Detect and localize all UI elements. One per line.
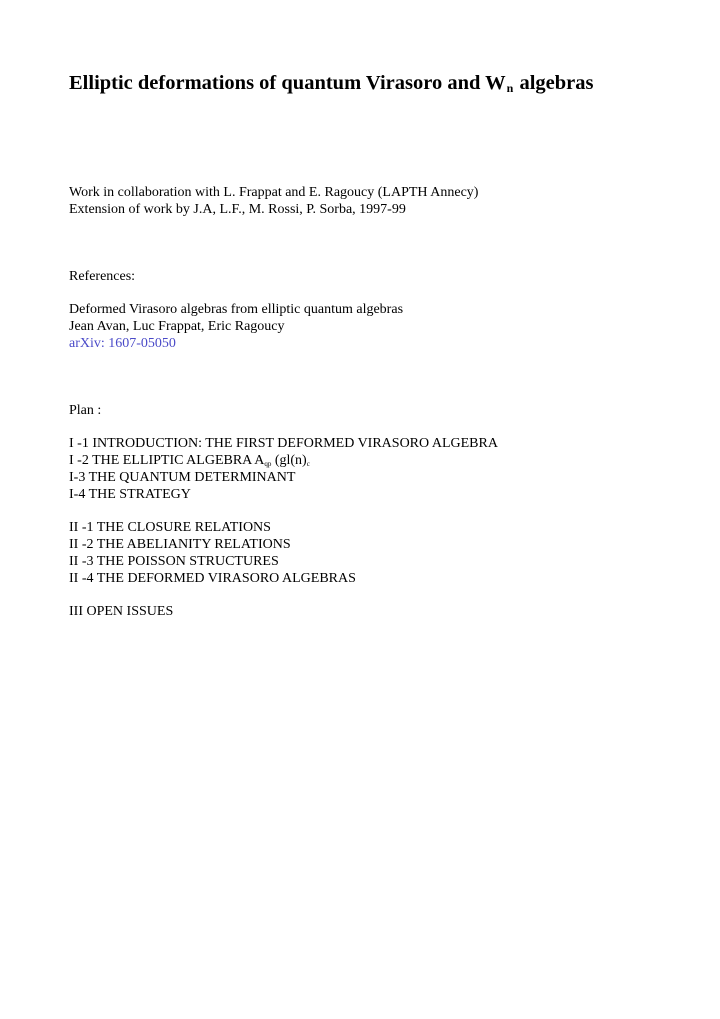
- plan-item-i3: I-3 THE QUANTUM DETERMINANT: [69, 470, 296, 485]
- plan-item-ii4: II -4 THE DEFORMED VIRASORO ALGEBRAS: [69, 571, 356, 586]
- plan-item-ii2: II -2 THE ABELIANITY RELATIONS: [69, 537, 291, 552]
- plan-item-i2-mid: (gl(n): [271, 453, 307, 468]
- plan-item-i4: I-4 THE STRATEGY: [69, 487, 191, 502]
- page-title: [69, 70, 593, 98]
- plan-item-ii3: II -3 THE POISSON STRUCTURES: [69, 554, 279, 569]
- references-heading: References:: [69, 269, 136, 284]
- reference-authors: Jean Avan, Luc Frappat, Eric Ragoucy: [69, 319, 285, 334]
- collaboration-line-1: Work in collaboration with L. Frappat and E. Ragoucy (LAPTH Annecy): [69, 185, 479, 200]
- title-main: Elliptic deformations of quantum Virasoro and W: [69, 72, 506, 94]
- plan-heading: Plan :: [69, 403, 102, 418]
- reference-paper-title: Deformed Virasoro algebras from elliptic quantum algebras: [69, 302, 404, 317]
- plan-item-ii1: II -1 THE CLOSURE RELATIONS: [69, 520, 271, 535]
- plan-item-i2-prefix: I -2 THE ELLIPTIC ALGEBRA A: [69, 453, 265, 468]
- plan-item-i2-subscript-c: c: [306, 460, 310, 468]
- plan-item-i2-subscript-qp: qp: [264, 460, 272, 468]
- plan-item-i1: I -1 INTRODUCTION: THE FIRST DEFORMED VIRASORO ALGEBRA: [69, 436, 498, 451]
- plan-item-iii: III OPEN ISSUES: [69, 604, 174, 619]
- title-tail: algebras: [514, 72, 594, 94]
- reference-arxiv-link[interactable]: arXiv: 1607-05050: [69, 336, 176, 351]
- title-subscript: n: [506, 81, 514, 95]
- collaboration-line-2: Extension of work by J.A, L.F., M. Rossi, P. Sorba, 1997-99: [69, 202, 406, 217]
